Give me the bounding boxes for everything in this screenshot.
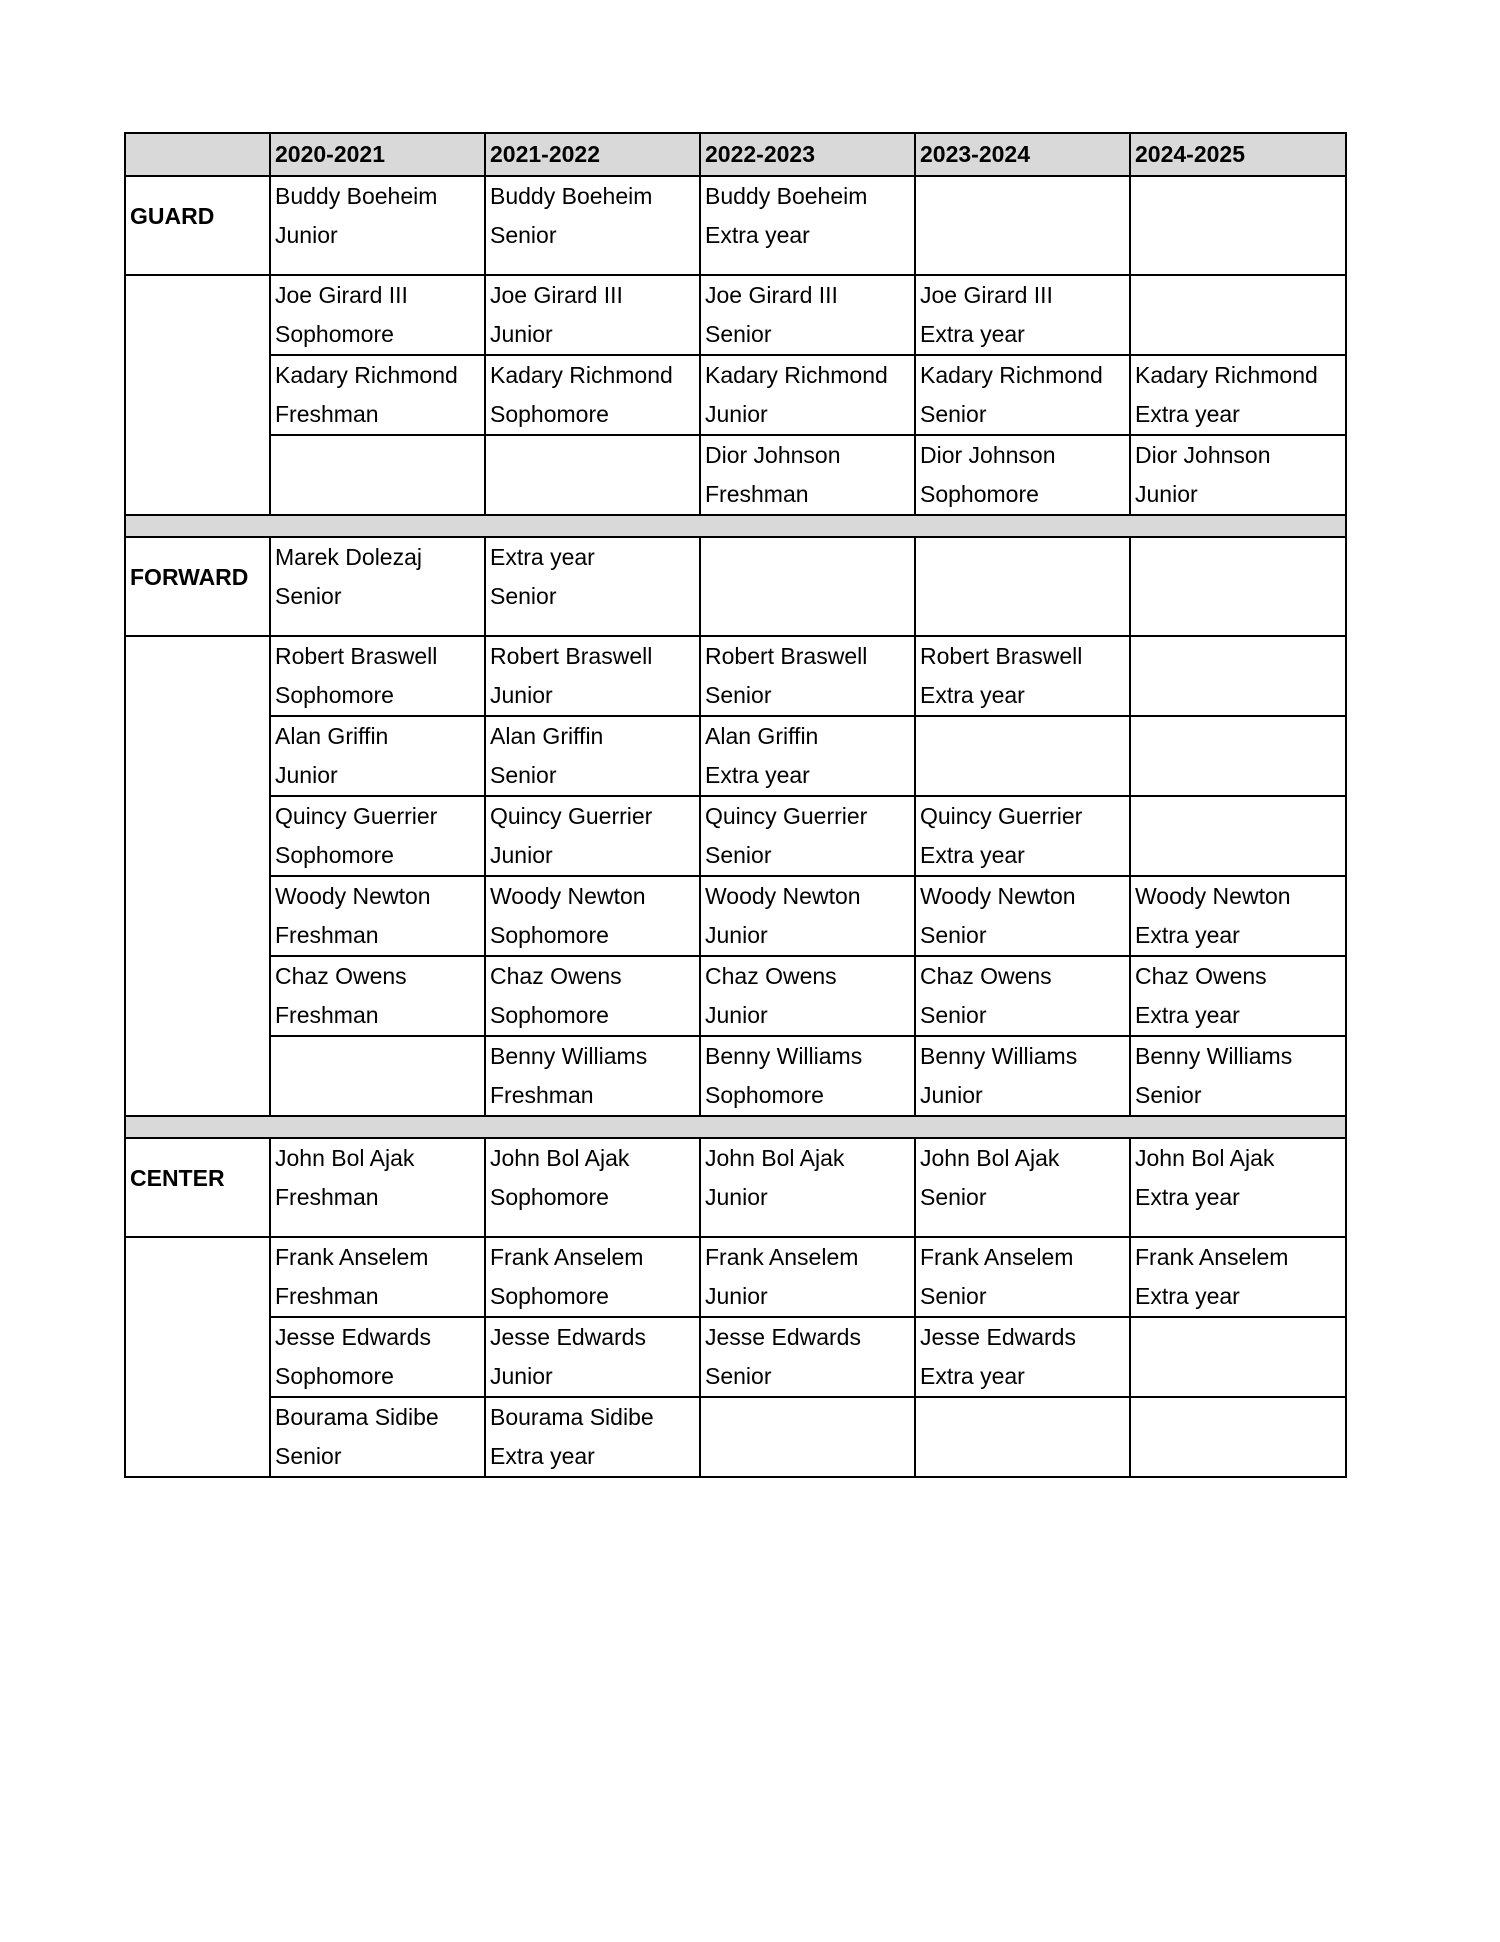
player-class-year: Senior [275,1443,342,1469]
player-cell [1130,876,1346,956]
player-class-year: Junior [920,1082,983,1108]
player-cell [485,796,700,876]
season-header: 2020-2021 [270,133,485,176]
player-class-year: Senior [705,682,772,708]
player-cell [700,176,915,275]
player-class-year: Junior [1135,481,1198,507]
player-class-year: Senior [1135,1082,1202,1108]
player-cell [915,796,1130,876]
player-cell [485,1036,700,1116]
player-class-year: Junior [705,1002,768,1028]
player-class-year: Sophomore [275,321,394,347]
player-cell [1130,435,1346,515]
player-name: Quincy Guerrier [490,803,653,829]
player-name: John Bol Ajak [920,1145,1060,1171]
player-cell [270,1317,485,1397]
player-class-year: Senior [920,1283,987,1309]
player-cell [700,1317,915,1397]
player-name: Robert Braswell [490,643,653,669]
table-row [125,537,1346,636]
player-cell [270,636,485,716]
player-name: John Bol Ajak [1135,1145,1275,1171]
player-class-year: Senior [920,922,987,948]
player-cell [270,796,485,876]
player-name: John Bol Ajak [275,1145,415,1171]
player-class-year: Extra year [920,682,1025,708]
player-class-year: Junior [275,222,338,248]
player-name: Woody Newton [920,883,1076,909]
player-cell [485,537,700,636]
player-name: Robert Braswell [275,643,438,669]
player-name: Benny Williams [1135,1043,1293,1069]
player-cell [700,1237,915,1317]
player-name: Buddy Boeheim [705,183,868,209]
player-name: Woody Newton [275,883,431,909]
player-name: Quincy Guerrier [920,803,1083,829]
table-row [125,876,1346,956]
player-class-year: Extra year [920,1363,1025,1389]
player-cell [485,1397,700,1477]
roster-table [124,132,1347,1478]
player-class-year: Senior [920,401,987,427]
position-label: CENTER [125,1138,270,1237]
position-label: GUARD [125,176,270,275]
player-class-year: Senior [490,762,557,788]
player-name: Joe Girard III [705,282,838,308]
player-cell [270,716,485,796]
player-name: Benny Williams [490,1043,648,1069]
player-name: Quincy Guerrier [705,803,868,829]
player-name: Buddy Boeheim [490,183,653,209]
player-cell [1130,796,1346,876]
table-row [125,1397,1346,1477]
player-cell [700,275,915,355]
position-blank-cell [125,1237,270,1477]
player-class-year: Senior [705,1363,772,1389]
player-cell [1130,1138,1346,1237]
player-cell [1130,355,1346,435]
player-class-year: Junior [705,1283,768,1309]
player-name: Kadary Richmond [275,362,458,388]
player-class-year: Senior [920,1002,987,1028]
player-name: Extra year [490,544,595,570]
player-name: Chaz Owens [490,963,622,989]
player-class-year: Extra year [1135,401,1240,427]
player-name: Alan Griffin [490,723,604,749]
player-name: Benny Williams [920,1043,1078,1069]
player-name: Marek Dolezaj [275,544,422,570]
player-cell [915,355,1130,435]
player-cell [485,716,700,796]
player-cell [915,1237,1130,1317]
player-cell [1130,1317,1346,1397]
player-cell [915,636,1130,716]
player-cell [915,1138,1130,1237]
player-name: Kadary Richmond [490,362,673,388]
season-header: 2024-2025 [1130,133,1346,176]
player-cell [700,1036,915,1116]
player-name: Dior Johnson [705,442,841,468]
player-name: John Bol Ajak [490,1145,630,1171]
separator-cell [125,515,1346,537]
player-cell [700,355,915,435]
player-name: Frank Anselem [275,1244,429,1270]
player-name: Buddy Boeheim [275,183,438,209]
player-cell [1130,956,1346,1036]
player-name: Dior Johnson [920,442,1056,468]
player-name: Kadary Richmond [705,362,888,388]
player-class-year: Senior [920,1184,987,1210]
player-cell [485,435,700,515]
player-cell [1130,1397,1346,1477]
player-cell [485,1317,700,1397]
player-class-year: Junior [490,682,553,708]
player-class-year: Sophomore [275,1363,394,1389]
player-cell [700,1138,915,1237]
player-cell [915,275,1130,355]
player-class-year: Sophomore [490,1283,609,1309]
player-cell [270,1237,485,1317]
player-cell [915,1036,1130,1116]
player-name: Joe Girard III [490,282,623,308]
player-name: Jesse Edwards [490,1324,646,1350]
position-blank-cell [125,636,270,1116]
player-class-year: Sophomore [490,401,609,427]
table-row [125,1138,1346,1237]
player-cell [485,1237,700,1317]
player-name: Chaz Owens [1135,963,1267,989]
table-body [125,176,1346,1477]
player-class-year: Junior [705,922,768,948]
player-cell [700,537,915,636]
player-class-year: Sophomore [490,1184,609,1210]
season-header: 2021-2022 [485,133,700,176]
table-row [125,956,1346,1036]
player-cell [915,876,1130,956]
player-class-year: Sophomore [275,842,394,868]
player-class-year: Sophomore [490,922,609,948]
player-name: Benny Williams [705,1043,863,1069]
player-name: Joe Girard III [920,282,1053,308]
player-cell [700,796,915,876]
player-cell [270,176,485,275]
player-class-year: Extra year [920,842,1025,868]
player-name: Woody Newton [490,883,646,909]
player-cell [915,176,1130,275]
player-cell [270,435,485,515]
player-cell [485,355,700,435]
player-class-year: Junior [490,1363,553,1389]
player-name: Bourama Sidibe [490,1404,654,1430]
table-row [125,176,1346,275]
player-class-year: Junior [490,842,553,868]
player-cell [915,716,1130,796]
player-cell [485,176,700,275]
table-row [125,1237,1346,1317]
season-header: 2022-2023 [700,133,915,176]
player-cell [1130,176,1346,275]
player-class-year: Extra year [1135,1002,1240,1028]
player-class-year: Junior [705,401,768,427]
table-row [125,275,1346,355]
player-class-year: Extra year [490,1443,595,1469]
player-cell [700,876,915,956]
player-name: Frank Anselem [705,1244,859,1270]
player-name: Woody Newton [705,883,861,909]
player-class-year: Sophomore [490,1002,609,1028]
player-class-year: Senior [275,583,342,609]
player-cell [700,636,915,716]
player-cell [270,1397,485,1477]
player-cell [270,1138,485,1237]
position-label: FORWARD [125,537,270,636]
player-name: Alan Griffin [705,723,819,749]
player-class-year: Freshman [705,481,809,507]
player-cell [1130,716,1346,796]
player-cell [1130,1237,1346,1317]
player-name: Jesse Edwards [705,1324,861,1350]
player-class-year: Sophomore [705,1082,824,1108]
separator-cell [125,1116,1346,1138]
player-class-year: Junior [705,1184,768,1210]
player-cell [485,956,700,1036]
player-name: Frank Anselem [920,1244,1074,1270]
player-cell [700,716,915,796]
player-cell [485,636,700,716]
player-cell [270,355,485,435]
player-class-year: Junior [490,321,553,347]
player-class-year: Freshman [275,922,379,948]
player-name: Jesse Edwards [920,1324,1076,1350]
player-name: Joe Girard III [275,282,408,308]
player-name: Frank Anselem [490,1244,644,1270]
player-name: Frank Anselem [1135,1244,1289,1270]
player-class-year: Extra year [705,762,810,788]
player-name: Bourama Sidibe [275,1404,439,1430]
section-separator [125,515,1346,537]
player-class-year: Senior [705,321,772,347]
player-class-year: Extra year [705,222,810,248]
player-cell [1130,275,1346,355]
player-cell [915,537,1130,636]
player-name: Kadary Richmond [1135,362,1318,388]
table-header [125,133,1346,176]
player-name: Woody Newton [1135,883,1291,909]
player-cell [1130,537,1346,636]
player-cell [270,876,485,956]
player-class-year: Freshman [275,401,379,427]
player-cell [700,435,915,515]
player-class-year: Freshman [275,1283,379,1309]
player-class-year: Sophomore [275,682,394,708]
player-cell [700,1397,915,1477]
player-class-year: Senior [490,583,557,609]
player-cell [270,537,485,636]
table-row [125,1036,1346,1116]
player-class-year: Sophomore [920,481,1039,507]
player-class-year: Senior [705,842,772,868]
player-name: Robert Braswell [920,643,1083,669]
player-cell [915,1317,1130,1397]
season-header: 2023-2024 [915,133,1130,176]
player-name: John Bol Ajak [705,1145,845,1171]
player-class-year: Extra year [1135,922,1240,948]
table-row [125,1317,1346,1397]
player-cell [270,1036,485,1116]
player-name: Quincy Guerrier [275,803,438,829]
table-row [125,636,1346,716]
player-cell [485,876,700,956]
player-name: Jesse Edwards [275,1324,431,1350]
section-separator [125,1116,1346,1138]
header-row [125,133,1346,176]
position-blank-cell [125,275,270,515]
player-name: Alan Griffin [275,723,389,749]
player-name: Chaz Owens [705,963,837,989]
table-row [125,796,1346,876]
player-cell [915,956,1130,1036]
player-class-year: Freshman [275,1002,379,1028]
player-cell [485,275,700,355]
player-cell [270,956,485,1036]
player-cell [485,1138,700,1237]
table-row [125,435,1346,515]
player-cell [700,956,915,1036]
player-class-year: Extra year [1135,1283,1240,1309]
corner-header [125,133,270,176]
player-name: Chaz Owens [920,963,1052,989]
player-cell [1130,636,1346,716]
player-class-year: Senior [490,222,557,248]
table-row [125,355,1346,435]
player-class-year: Freshman [275,1184,379,1210]
player-cell [915,435,1130,515]
player-class-year: Junior [275,762,338,788]
player-class-year: Extra year [1135,1184,1240,1210]
player-class-year: Extra year [920,321,1025,347]
player-class-year: Freshman [490,1082,594,1108]
player-name: Robert Braswell [705,643,868,669]
player-name: Kadary Richmond [920,362,1103,388]
player-name: Chaz Owens [275,963,407,989]
player-cell [270,275,485,355]
player-cell [1130,1036,1346,1116]
player-cell [915,1397,1130,1477]
player-name: Dior Johnson [1135,442,1271,468]
table-row [125,716,1346,796]
